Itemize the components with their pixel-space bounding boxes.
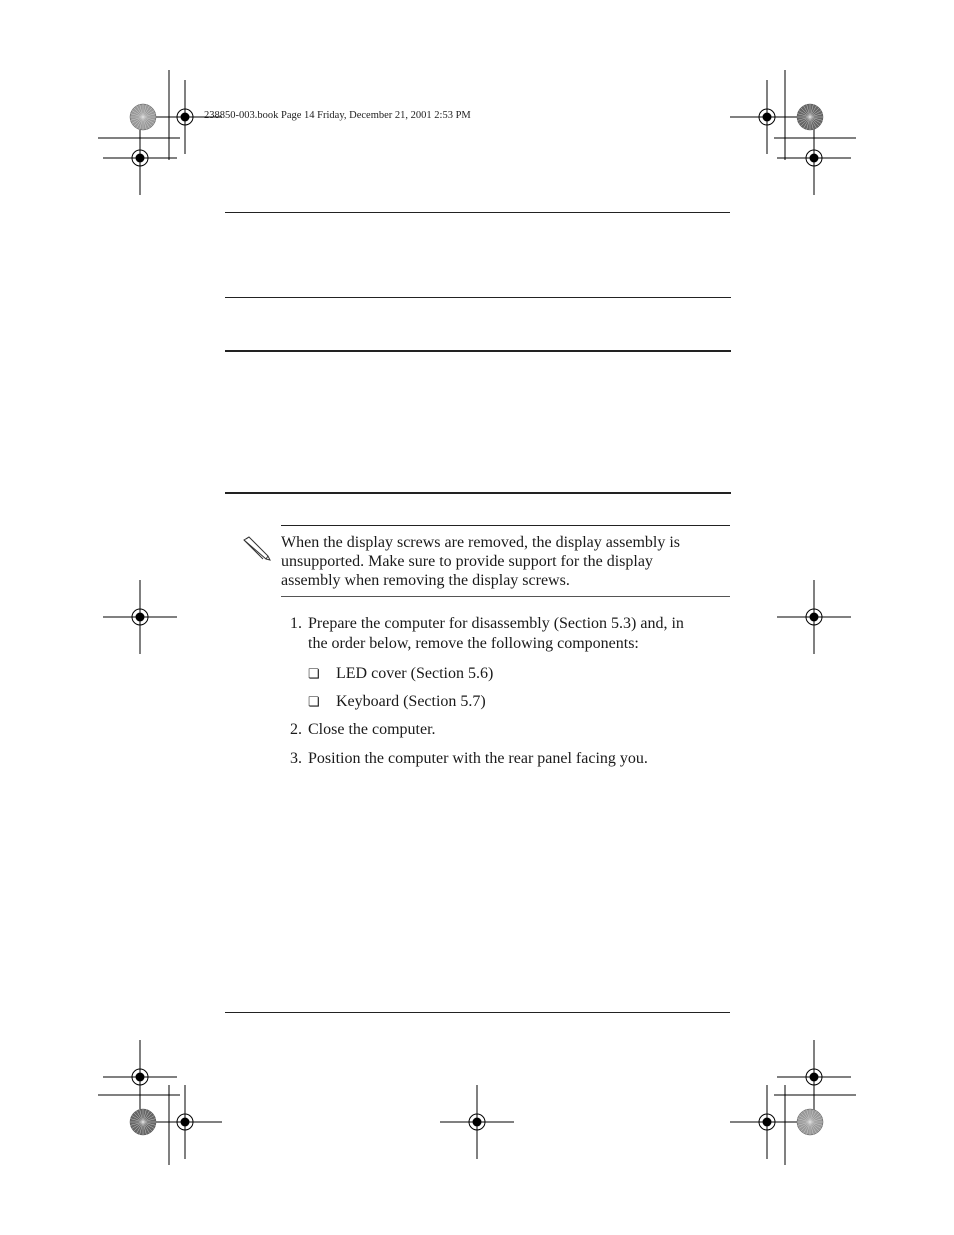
step-number: 1. <box>290 615 302 632</box>
note-top-rule <box>281 525 730 526</box>
print-header: 238850-003.book Page 14 Friday, December 21, 2001 2:53 PM <box>204 110 471 121</box>
step-text: Prepare the computer for disassembly (Section 5.3) and, in <box>308 615 684 632</box>
checkbox-bullet: ❏ <box>308 666 320 681</box>
substep-text: LED cover (Section 5.6) <box>336 665 494 682</box>
footer-rule <box>225 1012 730 1013</box>
step-number: 3. <box>290 750 302 767</box>
step-text: Position the computer with the rear panel facing you. <box>308 750 648 767</box>
note-line-3: assembly when removing the display screws. <box>281 572 570 589</box>
note-bottom-rule <box>281 596 730 597</box>
step-text: the order below, remove the following components: <box>308 635 639 652</box>
rule-3 <box>225 350 731 352</box>
substep-text: Keyboard (Section 5.7) <box>336 693 486 710</box>
rule-2 <box>225 297 731 298</box>
note-line-1: When the display screws are removed, the display assembly is <box>281 534 680 551</box>
step-text: Close the computer. <box>308 721 436 738</box>
rule-4 <box>225 492 731 494</box>
step-number: 2. <box>290 721 302 738</box>
checkbox-bullet: ❏ <box>308 694 320 709</box>
note-line-2: unsupported. Make sure to provide support for the display <box>281 553 653 570</box>
pencil-note-icon <box>241 536 273 567</box>
rule-top <box>225 212 730 213</box>
